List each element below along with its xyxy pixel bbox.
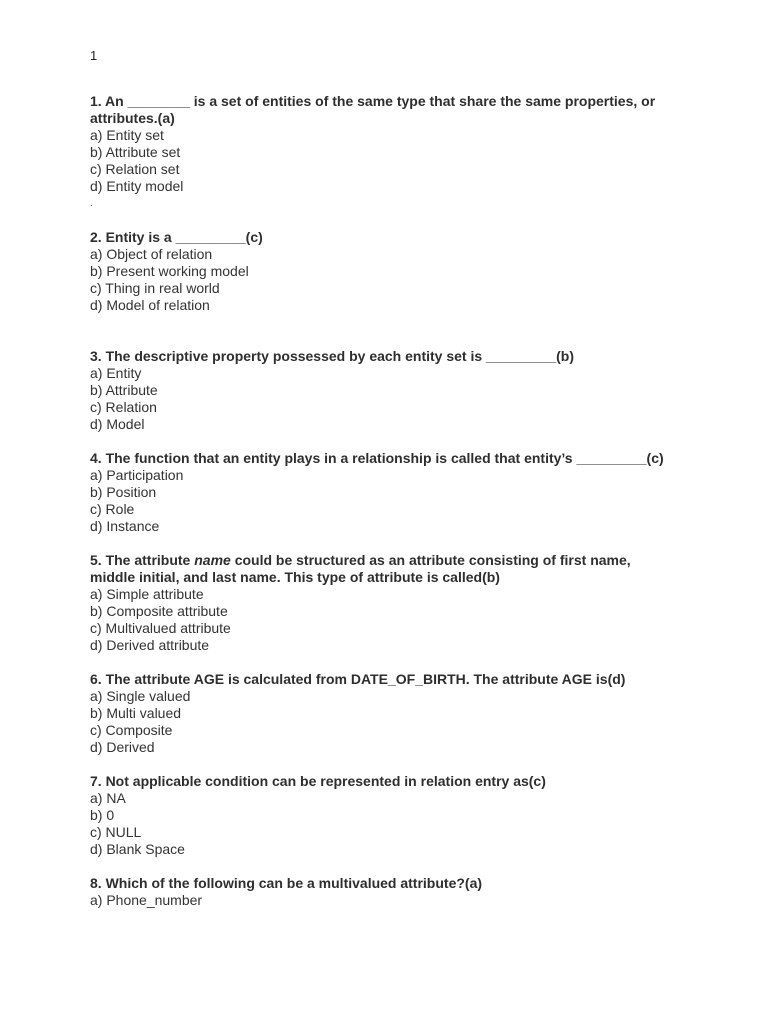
- option: c) Thing in real world: [90, 280, 220, 296]
- spacer: [90, 212, 670, 229]
- option: d) Entity model: [90, 178, 184, 194]
- option: c) NULL: [90, 824, 142, 840]
- question-2: [90, 229, 670, 314]
- option: a) Entity set: [90, 127, 164, 143]
- question-5: [90, 552, 670, 654]
- spacer: [90, 756, 670, 773]
- question-text: 1. An ________ is a set of entities of the same type that share the same properties, or attributes.(a): [90, 93, 656, 126]
- question-3: [90, 348, 670, 433]
- option: b) Attribute: [90, 382, 158, 398]
- option: a) Object of relation: [90, 246, 213, 262]
- option: d) Model: [90, 416, 145, 432]
- question-text-part: 5. The attribute: [90, 552, 195, 568]
- option: d) Model of relation: [90, 297, 210, 313]
- question-text: 2. Entity is a _________(c): [90, 229, 263, 245]
- option: a) Participation: [90, 467, 184, 483]
- option: b) 0: [90, 807, 115, 823]
- question-text: [90, 552, 670, 586]
- question-4: [90, 450, 670, 535]
- question-text-part: could be structured as an attribute consisting of first name, middle initial, and last name. This type of attribute is called(b): [90, 552, 631, 585]
- question-1: [90, 93, 670, 195]
- option: c) Relation set: [90, 161, 180, 177]
- option: a) Entity: [90, 365, 142, 381]
- option: b) Multi valued: [90, 705, 182, 721]
- spacer: [90, 433, 670, 450]
- question-text: 8. Which of the following can be a multivalued attribute?(a): [90, 875, 483, 891]
- spacer: [90, 314, 670, 348]
- spacer: [90, 654, 670, 671]
- spacer: [90, 535, 670, 552]
- option: d) Derived attribute: [90, 637, 210, 653]
- question-text-italic: name: [194, 552, 231, 568]
- option: c) Role: [90, 501, 135, 517]
- option: d) Blank Space: [90, 841, 185, 857]
- option: a) Simple attribute: [90, 586, 204, 602]
- option: b) Attribute set: [90, 144, 181, 160]
- separator-dot: .: [90, 198, 93, 209]
- quiz-document: [90, 93, 670, 909]
- option: b) Position: [90, 484, 157, 500]
- option: a) Single valued: [90, 688, 191, 704]
- question-text: 4. The function that an entity plays in a relationship is called that entity’s _________(c): [90, 450, 664, 466]
- option: d) Instance: [90, 518, 160, 534]
- spacer: [90, 858, 670, 875]
- question-8: [90, 875, 670, 909]
- option: b) Present working model: [90, 263, 249, 279]
- option: b) Composite attribute: [90, 603, 228, 619]
- question-text: 7. Not applicable condition can be represented in relation entry as(c): [90, 773, 546, 789]
- question-text: 3. The descriptive property possessed by each entity set is _________(b): [90, 348, 574, 364]
- option: c) Multivalued attribute: [90, 620, 231, 636]
- option: c) Relation: [90, 399, 157, 415]
- option: a) Phone_number: [90, 892, 203, 908]
- question-6: [90, 671, 670, 756]
- question-text: 6. The attribute AGE is calculated from DATE_OF_BIRTH. The attribute AGE is(d): [90, 671, 626, 687]
- option: d) Derived: [90, 739, 155, 755]
- option: c) Composite: [90, 722, 173, 738]
- option: a) NA: [90, 790, 126, 806]
- question-7: [90, 773, 670, 858]
- page-number: 1: [90, 48, 98, 63]
